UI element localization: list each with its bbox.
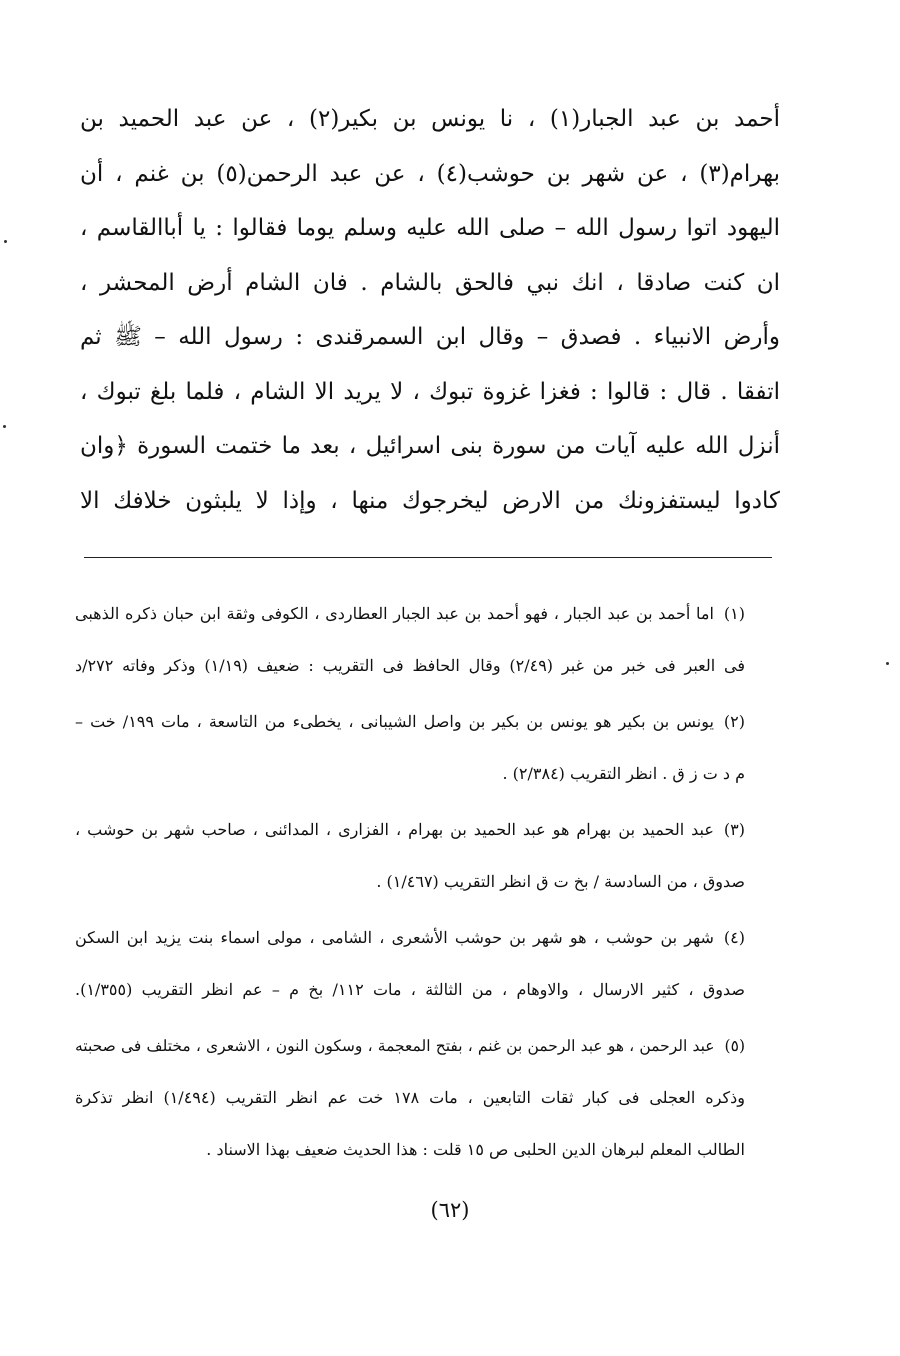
footnote-line: فى العبر فى خبر من غبر (٢/٤٩) وقال الحافظ فى التقريب : ضعيف (١/١٩) وذكر وفاته ٢٧٢/د — [75, 656, 746, 675]
main-text-line: ان كنت صادقا ، انك نبي فالحق بالشام . فان الشام أرض المحشر ، — [80, 269, 780, 296]
main-text-line: بهرام(٣) ، عن شهر بن حوشب(٤) ، عن عبد الرحمن(٥) بن غنم ، أن — [80, 160, 780, 187]
main-text-line: اتفقا . قال : قالوا : فغزا غزوة تبوك ، لا يريد الا الشام ، فلما بلغ تبوك ، — [80, 378, 780, 405]
footnote-separator — [84, 557, 772, 558]
footnote-line — [75, 916, 745, 968]
footnote-3 — [75, 808, 745, 912]
footnote-line: وذكره العجلى فى كبار ثقات التابعين ، مات ١٧٨ خت عم انظر التقريب (١/٤٩٤) انظر تذكرة — [75, 1088, 745, 1107]
footnote-line: الطالب المعلم لبرهان الدين الحلبى ص ١٥ قلت : هذا الحديث ضعيف بهذا الاسناد . — [206, 1140, 745, 1159]
footnote-text: عبد الرحمن ، هو عبد الرحمن بن غنم ، بفتح المعجمة ، وسكون النون ، الاشعرى ، مختلف فى صحبته — [75, 1037, 715, 1055]
footnote-line — [75, 808, 745, 860]
footnote-number: (٥) — [724, 1037, 745, 1055]
main-text-line: اليهود اتوا رسول الله – صلى الله عليه وسلم يوما فقالوا : يا أباالقاسم ، — [80, 215, 780, 241]
footnote-number: (٣) — [723, 820, 746, 839]
footnote-line: صدوق ، من السادسة / بخ ت ق انظر التقريب (١/٤٦٧) . — [376, 872, 745, 891]
main-text-line: أحمد بن عبد الجبار(١) ، نا يونس بن بكير(٢) ، عن عبد الحميد بن — [80, 106, 780, 132]
footnote-2 — [75, 700, 745, 804]
footnote-number: (٤) — [723, 928, 745, 947]
footnotes-block — [75, 592, 745, 1184]
footnote-text: عبد الحميد بن بهرام هو عبد الحميد بن بهرام ، الفزارى ، المدائنى ، صاحب شهر بن حوشب ، — [75, 820, 714, 839]
footnote-number: (١) — [723, 604, 745, 623]
main-text-block — [80, 92, 780, 528]
footnote-line — [75, 592, 745, 644]
main-text-line: وأرض الانبياء . فصدق – وقال ابن السمرقندى : رسول الله – ﷺ ثم — [80, 324, 780, 350]
footnote-line: صدوق ، كثير الارسال ، والاوهام ، من الثالثة ، مات ١١٢/ بخ م – عم انظر التقريب (١/٣٥٥). — [75, 980, 745, 999]
scan-speck — [3, 425, 6, 428]
scan-speck — [4, 240, 7, 243]
footnote-text: يونس بن بكير هو يونس بن بكير بن واصل الشيبانى ، يخطىء من التاسعة ، مات ١٩٩/ خت – — [75, 712, 714, 731]
footnote-line — [75, 1024, 745, 1076]
footnote-number: (٢) — [723, 712, 746, 731]
footnote-4 — [75, 916, 745, 1020]
footnote-text: شهر بن حوشب ، هو شهر بن حوشب الأشعرى ، الشامى ، مولى اسماء بنت يزيد ابن السكن — [75, 928, 714, 947]
footnote-text: اما أحمد بن عبد الجبار ، فهو أحمد بن عبد الجبار العطاردى ، الكوفى وثقة ابن حبان ذكره الذهبى — [75, 604, 714, 623]
footnote-line: م د ت ز ق . انظر التقريب (٢/٣٨٤) . — [502, 764, 745, 783]
footnote-line — [75, 700, 745, 752]
footnote-1 — [75, 592, 745, 696]
main-text-line: كادوا ليستفزونك من الارض ليخرجوك منها ، وإذا لا يلبثون خلافك الا — [80, 487, 780, 514]
page-number: (٦٢) — [430, 1198, 470, 1222]
footnote-5 — [75, 1024, 745, 1180]
main-text-line: أنزل الله عليه آيات من سورة بنى اسرائيل ، بعد ما ختمت السورة ﴿وان — [80, 433, 780, 459]
scan-speck — [886, 662, 889, 665]
